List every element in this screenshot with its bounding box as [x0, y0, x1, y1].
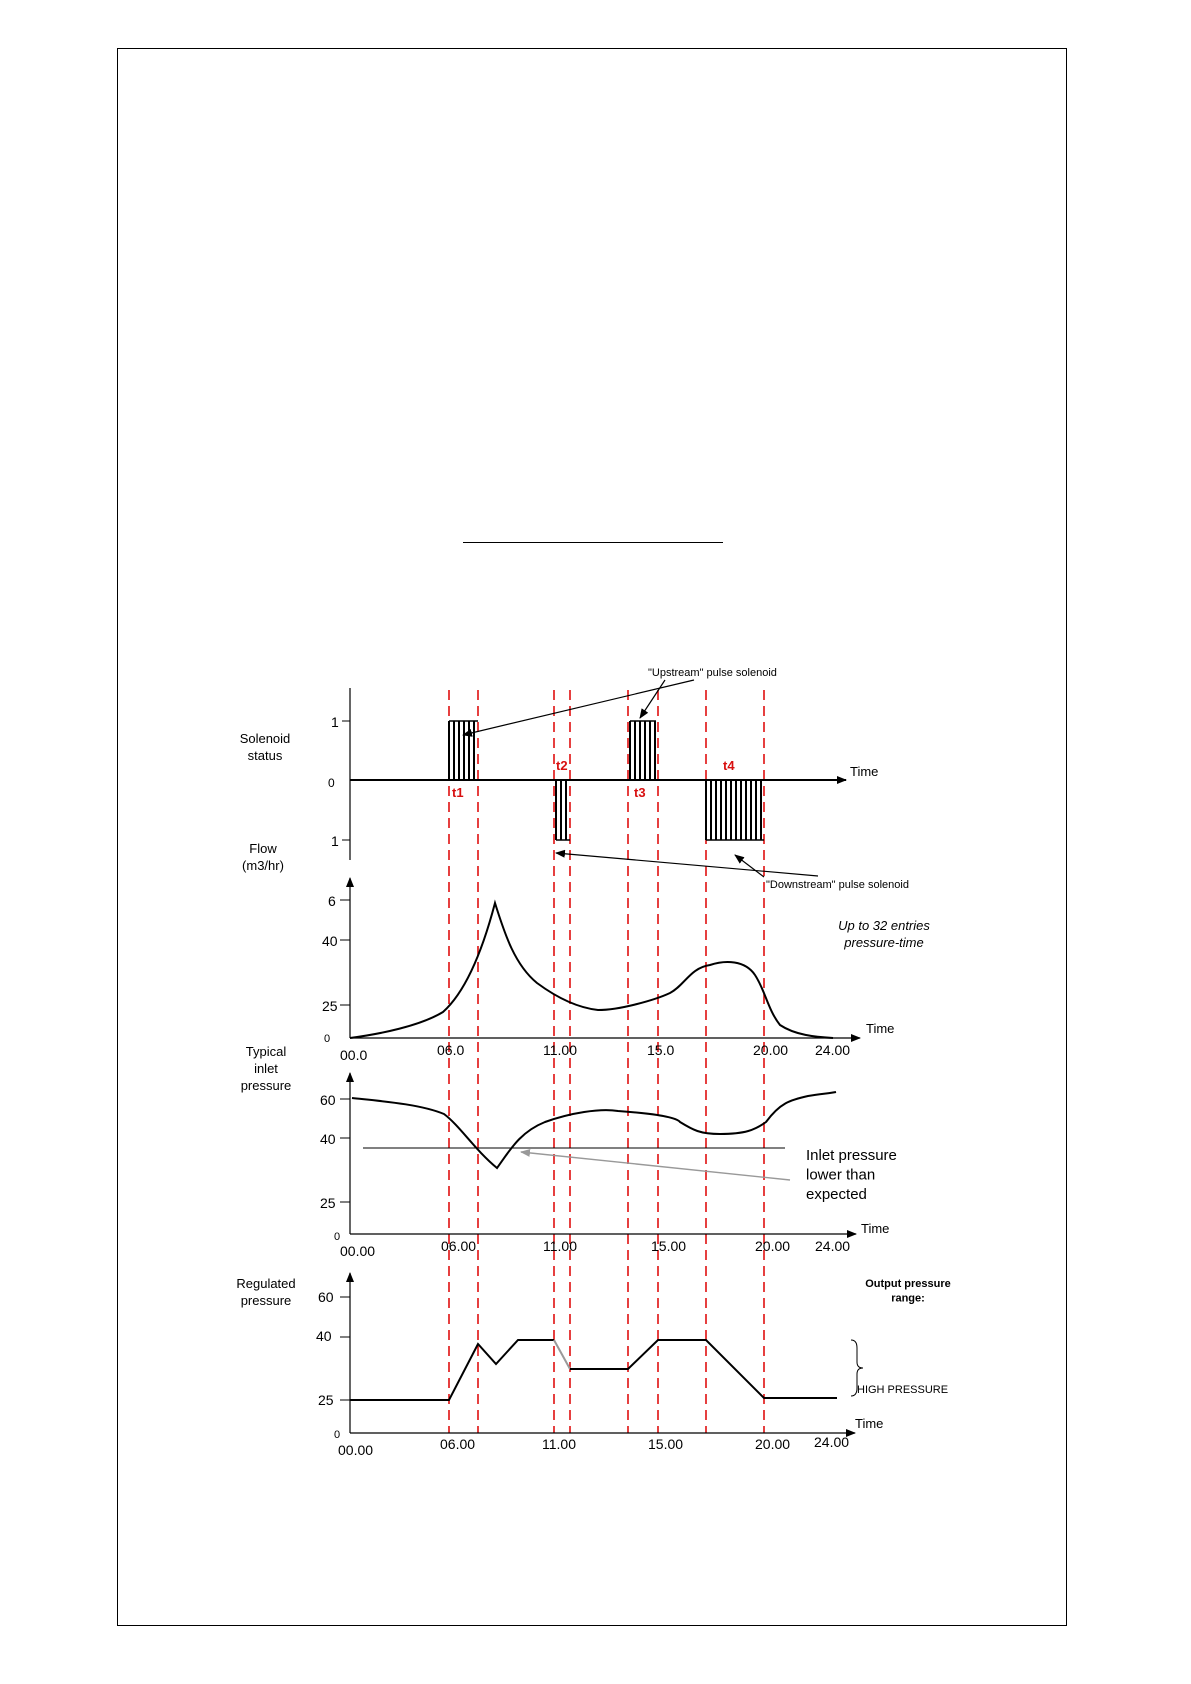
- inlet-xtick-4: 20.00: [755, 1238, 791, 1254]
- inlet-ytick-25: 25: [320, 1195, 336, 1211]
- inlet-ytick-60: 60: [320, 1092, 336, 1108]
- inlet-label: Typical inlet pressure: [240, 1044, 292, 1093]
- flow-xtick-4: 20.00: [753, 1042, 789, 1058]
- inlet-ytick-0: 0: [334, 1231, 341, 1243]
- regulated-ytick-25: 25: [318, 1392, 334, 1408]
- regulated-ytick-0: 0: [334, 1429, 341, 1441]
- pulse-label-t3: t3: [634, 785, 646, 800]
- flow-xtick-1: 06.0: [437, 1042, 465, 1058]
- regulated-panel: [236, 1273, 950, 1458]
- flow-note: Up to 32 entries pressure-time: [838, 918, 930, 950]
- upstream-label: "Upstream" pulse solenoid: [648, 667, 777, 679]
- inlet-annotation: Inlet pressure lower than expected: [806, 1147, 897, 1203]
- flow-time-label: Time: [866, 1021, 895, 1036]
- solenoid-tick-0: 0: [328, 776, 335, 790]
- regulated-curve: [350, 1340, 554, 1400]
- regulated-xtick-1: 06.00: [440, 1436, 476, 1452]
- solenoid-time-label: Time: [850, 764, 879, 779]
- regulated-xtick-3: 15.00: [648, 1436, 684, 1452]
- regulated-xtick-0: 00.00: [338, 1442, 374, 1458]
- regulated-label: Regulated pressure: [236, 1276, 296, 1308]
- inlet-xtick-0: 00.00: [340, 1243, 376, 1259]
- downstream-arrow-2: [735, 855, 764, 877]
- regulated-ytick-40: 40: [316, 1328, 332, 1344]
- flow-xtick-5: 24.00: [815, 1042, 851, 1058]
- flow-curve: [350, 903, 833, 1038]
- regulated-time-label: Time: [855, 1416, 884, 1431]
- flow-ytick-0: 0: [324, 1033, 331, 1045]
- pulse-label-t2: t2: [556, 758, 568, 773]
- inlet-time-label: Time: [861, 1221, 890, 1236]
- flow-xtick-2: 11.00: [543, 1042, 577, 1058]
- regulated-xtick-2: 11.00: [542, 1436, 576, 1452]
- regulated-xtick-5: 24.00: [814, 1434, 850, 1450]
- inlet-xtick-1: 06.00: [441, 1238, 477, 1254]
- flow-ytick-25: 25: [322, 998, 338, 1014]
- pulse-label-t4: t4: [723, 758, 735, 773]
- solenoid-tick-1-top: 1: [331, 714, 339, 730]
- inlet-annotation-arrow: [521, 1152, 790, 1180]
- pulse-label-t1: t1: [452, 785, 464, 800]
- flow-panel: [242, 841, 930, 1063]
- inlet-panel: [241, 1044, 897, 1259]
- flow-xtick-3: 15.0: [647, 1042, 675, 1058]
- upstream-arrow-2: [640, 680, 665, 718]
- downstream-arrow-1: [556, 853, 818, 876]
- solenoid-tick-1-bottom: 1: [331, 833, 339, 849]
- downstream-label: "Downstream" pulse solenoid: [766, 879, 909, 891]
- regulated-curve-gray-segment: [554, 1340, 570, 1369]
- solenoid-label: Solenoid status: [239, 731, 291, 763]
- regulated-curve-cont: [570, 1340, 837, 1398]
- regulated-xtick-4: 20.00: [755, 1436, 791, 1452]
- solenoid-panel: [240, 667, 909, 891]
- flow-xtick-0: 00.0: [340, 1047, 368, 1063]
- inlet-xtick-5: 24.00: [815, 1238, 851, 1254]
- inlet-ytick-40: 40: [320, 1131, 336, 1147]
- flow-ytick-40: 40: [322, 933, 338, 949]
- output-range-title: Output pressure range:: [865, 1278, 951, 1305]
- inlet-xtick-2: 11.00: [543, 1238, 577, 1254]
- flow-label: Flow (m3/hr): [242, 841, 284, 873]
- regulated-ytick-60: 60: [318, 1289, 334, 1305]
- inlet-xtick-3: 15.00: [651, 1238, 687, 1254]
- flow-ytick-6: 6: [328, 893, 336, 909]
- high-pressure-label: HIGH PRESSURE: [857, 1384, 949, 1396]
